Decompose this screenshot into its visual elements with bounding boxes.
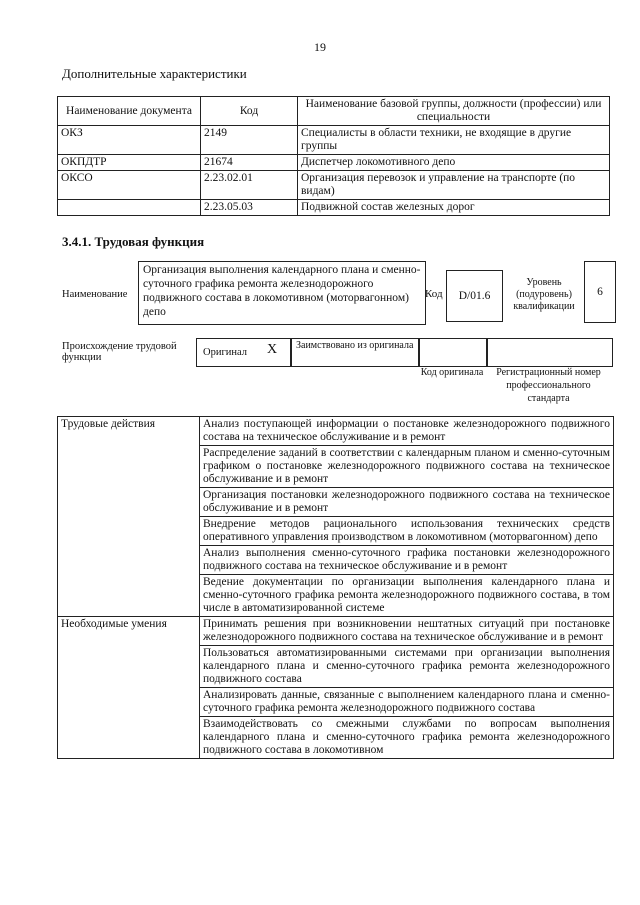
document-cell: [58, 200, 201, 216]
labor-function-title: 3.4.1. Трудовая функция: [62, 234, 205, 249]
document-cell: ОКСО: [58, 171, 201, 200]
borrowed-cell: [290, 338, 420, 367]
function-code-box: D/01.6: [446, 270, 503, 322]
original-code-cell: [418, 338, 488, 367]
section-item: Взаимодействовать со смежными службами по вопросам выполнения календарного плана и сменно-суточного графика ремонта железнодорожного подвижного состава в локомотивном: [200, 717, 614, 759]
document-cell: ОКЗ: [58, 126, 201, 155]
section-item: Внедрение методов рационального использования технических средств оперативного управления производством в локомотивном (моторвагонном) депо: [200, 517, 614, 546]
table-row: [58, 417, 614, 446]
document-cell: ОКПДТР: [58, 155, 201, 171]
code-label: Код: [425, 288, 443, 300]
table-row: [58, 617, 614, 646]
group-name-cell: Диспетчер локомотивного депо: [298, 155, 610, 171]
group-name-cell: Подвижной состав железных дорог: [298, 200, 610, 216]
header-code: Код: [201, 97, 298, 126]
group-name-cell: Организация перевозок и управление на транспорте (по видам): [298, 171, 610, 200]
section-label: Трудовые действия: [58, 417, 200, 617]
code-cell: 21674: [201, 155, 298, 171]
section-item: Анализ поступающей информации о постановке железнодорожного подвижного состава на техническое обслуживание и в ремонт: [200, 417, 614, 446]
level-label: Уровень (подуровень) квалификации: [513, 277, 575, 312]
table-header-row: [58, 97, 610, 126]
code-cell: 2.23.02.01: [201, 171, 298, 200]
header-document: Наименование документа: [58, 97, 201, 126]
borrowed-label: Заимствовано из оригинала: [296, 340, 414, 351]
origin-label: Происхождение трудовой функции: [62, 341, 177, 363]
code-cell: 2.23.05.03: [201, 200, 298, 216]
section-item: Принимать решения при возникновении нештатных ситуаций при постановке железнодорожного подвижного состава на техническое обслуживание и в ремонт: [200, 617, 614, 646]
section-item: Пользоваться автоматизированными системами при организации выполнения календарного плана и сменно-суточного графика ремонта железнодорожного подвижного состава: [200, 646, 614, 688]
labor-function-table: [57, 416, 614, 759]
level-value-box: 6: [584, 261, 616, 323]
section-item: Распределение заданий в соответствии с календарным планом и сменно-суточным графиком о постановке железнодорожного подвижного состава на техническое обслуживание и в ремонт: [200, 446, 614, 488]
table-row: [58, 126, 610, 155]
additional-characteristics-title: Дополнительные характеристики: [62, 66, 247, 81]
section-item: Анализировать данные, связанные с выполнением календарного плана и сменно-суточного графика ремонта железнодорожного подвижного состава: [200, 688, 614, 717]
group-name-cell: Специалисты в области техники, не входящие в другие группы: [298, 126, 610, 155]
section-item: Ведение документации по организации выполнения календарного плана и сменно-суточного графика ремонта железнодорожного подвижного состава, в том числе в автоматизированной системе: [200, 575, 614, 617]
additional-characteristics-table: [57, 96, 610, 216]
page-number: 19: [314, 40, 326, 54]
original-cell: [196, 338, 292, 367]
registration-number-caption: Регистрационный номер профессионального стандарта: [496, 367, 601, 404]
table-row: [58, 171, 610, 200]
section-item: Анализ выполнения сменно-суточного графика постановки железнодорожного подвижного состава на техническое обслуживание и в ремонт: [200, 546, 614, 575]
name-label: Наименование: [62, 289, 128, 300]
original-mark: X: [267, 342, 278, 357]
original-code-caption: Код оригинала: [420, 367, 484, 378]
table-row: [58, 200, 610, 216]
header-group-name: Наименование базовой группы, должности (профессии) или специальности: [298, 97, 610, 126]
code-cell: 2149: [201, 126, 298, 155]
table-row: [58, 155, 610, 171]
section-label: Необходимые умения: [58, 617, 200, 759]
section-item: Организация постановки железнодорожного подвижного состава на техническое обслуживание и в ремонт: [200, 488, 614, 517]
function-name-box: Организация выполнения календарного плана и сменно-суточного графика ремонта железнодорожного подвижного состава в локомотивном (моторвагонном) депо: [138, 261, 426, 325]
original-label: Оригинал: [203, 347, 247, 358]
registration-number-cell: [486, 338, 613, 367]
